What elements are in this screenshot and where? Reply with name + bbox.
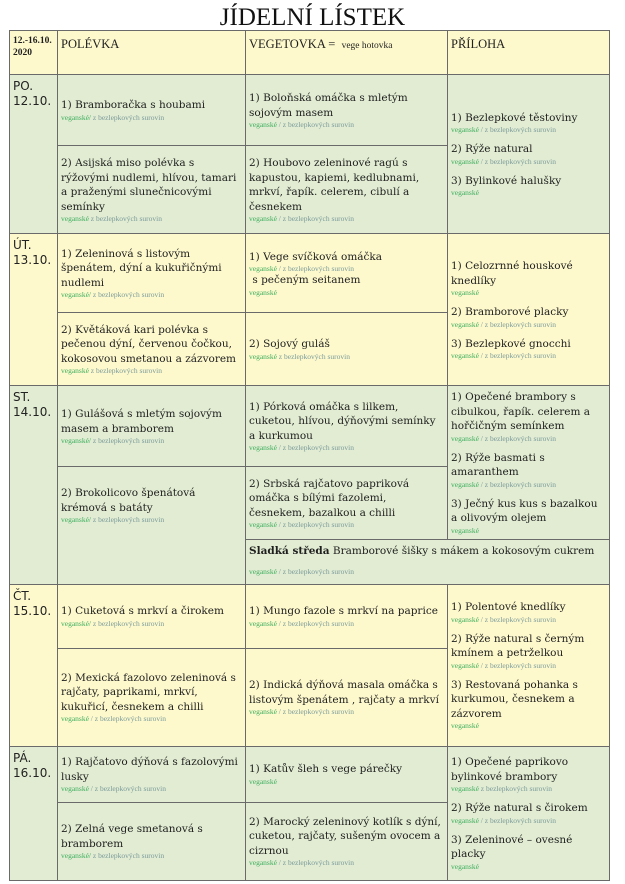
vegan-tag: veganské [249, 214, 277, 223]
gluten-free-tag: z bezlepkových surovin [92, 618, 165, 628]
dish-name: 3) Bylinkové halušky [451, 174, 562, 187]
diet-tag [249, 214, 444, 223]
soup-cell [58, 75, 246, 146]
day-name: ČT. [13, 588, 32, 603]
diet-tag [61, 436, 242, 445]
vegan-tag: veganské [249, 618, 277, 628]
day-date: 13.10. [13, 253, 52, 267]
dish [249, 400, 444, 444]
gluten-free-tag: / z bezlepkových surovin [480, 351, 556, 360]
side-cell [448, 386, 610, 540]
diet-tag [61, 619, 242, 628]
dish [249, 678, 444, 707]
dish [61, 822, 242, 851]
gluten-free-tag: / z bezlepkových surovin [278, 214, 354, 223]
dish-name: 1) Mungo fazole s mrkví na paprice [249, 605, 438, 618]
day-date: 15.10. [13, 603, 52, 618]
dish-name: 2) Sojový guláš [249, 338, 330, 351]
diet-tag [451, 288, 606, 297]
gluten-free-tag: / z bezlepkových surovin [278, 520, 354, 529]
soup-cell [58, 146, 246, 234]
diet-tag [61, 784, 242, 793]
diet-tag [61, 515, 242, 524]
side-item [451, 497, 606, 535]
gluten-free-tag: z bezlepkových surovin [90, 366, 163, 376]
dish [61, 247, 242, 291]
dish [249, 815, 444, 859]
gluten-free-tag: / z bezlepkových surovin [276, 567, 354, 576]
dish [249, 337, 444, 352]
day-name: ST. [13, 390, 31, 404]
soup-cell [58, 584, 246, 648]
dish-name: 1) Vege svíčková omáčka [249, 250, 383, 263]
day-cell [10, 584, 58, 746]
side-item [451, 390, 606, 443]
vege-cell [246, 234, 448, 313]
vege-cell [246, 467, 448, 540]
diet-tag [451, 615, 606, 624]
dish-name: 2) Srbská rajčatovo papriková omáčka s bílými fazolemi, česnekem, bazalkou a chilli [249, 477, 410, 519]
vege-cell [246, 313, 448, 386]
dish [451, 142, 606, 157]
header-row [10, 31, 610, 75]
soup-cell [58, 234, 246, 313]
dish-name: 2) Indická dýňová masala omáčka s listovým špenátem , rajčaty a mrkví [249, 679, 439, 706]
dish-name: 1) Opečené brambory s cibulkou, řapík. celerem a hořčičným semínkem [451, 391, 591, 432]
dish [451, 174, 606, 189]
diet-tag [249, 567, 606, 576]
header-date-range: 12.-16.10. 2020 [10, 31, 58, 75]
dish [451, 801, 606, 816]
vege-cell [246, 648, 448, 746]
diet-tag [451, 784, 606, 793]
gluten-free-tag: z bezlepkových surovin [480, 784, 553, 794]
vegan-tag: veganské/ [61, 618, 91, 628]
vege-cell [246, 386, 448, 467]
diet-tag [249, 707, 444, 716]
vegan-tag: veganské [249, 776, 277, 786]
vege-cell [246, 146, 448, 234]
day-row [10, 386, 610, 467]
side-cell [448, 746, 610, 880]
dish [451, 497, 606, 526]
vegan-tag: veganské [451, 433, 479, 443]
menu-table [9, 30, 609, 881]
diet-tag [451, 862, 606, 871]
day-cell [10, 386, 58, 585]
side-cell [448, 234, 610, 386]
soup-cell [58, 386, 246, 467]
side-item [451, 305, 606, 329]
dish [451, 833, 606, 862]
vegan-tag: veganské [61, 714, 89, 724]
gluten-free-tag: z bezlepkových surovin [92, 112, 165, 122]
dish [249, 91, 444, 120]
gluten-free-tag: z bezlepkových surovin [92, 515, 165, 525]
vegan-tag: veganské [249, 707, 277, 716]
vegan-tag: veganské/ [61, 112, 91, 122]
side-item [451, 833, 606, 871]
gluten-free-tag: z bezlepkových surovin [90, 214, 163, 223]
vegan-tag: veganské [451, 721, 479, 730]
diet-tag [249, 520, 444, 529]
dish-name: 2) Rýže natural [451, 143, 533, 156]
dish [249, 156, 444, 214]
diet-tag [451, 480, 606, 489]
vegan-tag: veganské [61, 366, 89, 376]
gluten-free-tag: / z bezlepkových surovin [480, 319, 556, 329]
vege-cell [246, 802, 448, 880]
vegan-tag: veganské/ [61, 436, 91, 445]
diet-tag [249, 777, 444, 786]
diet-tag [451, 125, 606, 134]
day-cell [10, 746, 58, 880]
header-soup: POLÉVKA [58, 31, 246, 75]
dish-name: 2) Zelná vege smetanová s bramborem [61, 823, 203, 850]
sweet-dish: Bramborové šišky s mákem a kokosovým cukrem [329, 544, 595, 557]
vegan-tag: veganské [451, 784, 479, 794]
diet-tag [61, 851, 242, 860]
header-vege-note: vege hotovka [341, 41, 393, 51]
dish-name: 1) Polentové knedlíky [451, 601, 566, 613]
dish-name: 1) Cuketová s mrkví a čirokem [61, 605, 224, 618]
vegan-tag: veganské [249, 351, 277, 361]
gluten-free-tag: / z bezlepkových surovin [480, 433, 556, 443]
diet-tag [451, 721, 606, 730]
dish [249, 250, 444, 265]
vegan-tag: veganské [451, 479, 479, 489]
vegan-tag: veganské [249, 264, 277, 273]
dish [451, 632, 606, 661]
dish [451, 451, 606, 480]
vegan-tag: veganské [249, 520, 277, 529]
gluten-free-tag: / z bezlepkových surovin [480, 614, 556, 624]
gluten-free-tag: / z bezlepkových surovin [278, 858, 354, 868]
diet-tag [451, 434, 606, 443]
vegan-tag: veganské [451, 288, 479, 297]
dish [61, 486, 242, 515]
dish-name: 1) Rajčatovo dýňová s fazolovými lusky [61, 756, 238, 783]
dish-name: 2) Asijská miso polévka s rýžovými nudlemi, hlívou, tamari a praženými slunečnicovými semínky [61, 157, 237, 213]
page-title: JÍDELNÍ LÍSTEK [219, 4, 406, 31]
side-item [451, 632, 606, 670]
gluten-free-tag: / z bezlepkových surovin [278, 443, 354, 453]
vege-cell [246, 75, 448, 146]
diet-tag [249, 352, 444, 361]
dish [61, 98, 242, 113]
dish-name: 3) Restovaná pohanka s kurkumou, česnekem a zázvorem [451, 678, 578, 720]
diet-tag [451, 157, 606, 166]
diet-tag [451, 351, 606, 360]
dish-name: 2) Marocký zeleninový kotlík s dýní, cuketou, rajčaty, sušeným ovocem a cizrnou [249, 815, 441, 857]
gluten-free-tag: / z bezlepkových surovin [278, 707, 354, 716]
diet-tag [451, 661, 606, 670]
gluten-free-tag: / z bezlepkových surovin [480, 156, 556, 166]
soup-cell [58, 648, 246, 746]
dish [61, 671, 242, 715]
dish [451, 678, 606, 722]
diet-tag [249, 443, 444, 452]
diet-tag [451, 320, 606, 329]
dish [451, 305, 606, 320]
vegan-tag: veganské [451, 861, 479, 871]
dish-name: 2) Mexická fazolovo zeleninová s rajčaty, paprikami, mrkví, kukuřicí, česnekem a chilli [61, 671, 236, 713]
dish-name: 2) Houbovo zeleninové ragú s kapustou, kapiemi, kedlubnami, mrkví, řapík. celerem, cibulí a česnekem [249, 157, 420, 213]
diet-tag [249, 120, 444, 129]
vegan-tag: veganské [451, 815, 479, 825]
diet-tag [249, 264, 444, 273]
dish [249, 604, 444, 619]
header-vege: VEGETOVKA = vege hotovka [246, 31, 448, 75]
dish-name: 2) Rýže natural s čirokem [451, 802, 588, 815]
vegan-tag: veganské [249, 120, 277, 129]
dish [61, 407, 242, 436]
vege-cell [246, 746, 448, 802]
side-cell [448, 584, 610, 746]
vegan-tag: veganské/ [61, 290, 91, 300]
dish-name: 1) Boloňská omáčka s mletým sojovým masem [249, 92, 408, 119]
dish [249, 762, 444, 777]
sweet-label: Sladká středa [249, 544, 330, 557]
side-item [451, 337, 606, 361]
gluten-free-tag: / z bezlepkových surovin [90, 784, 166, 793]
dish [451, 390, 606, 434]
dish [61, 323, 242, 367]
day-date: 16.10. [13, 765, 52, 780]
vegan-tag: veganské/ [61, 851, 91, 860]
vegan-tag: veganské [451, 614, 479, 624]
soup-cell [58, 746, 246, 802]
gluten-free-tag: / z bezlepkových surovin [480, 660, 556, 670]
dish-name: 1) Bezlepkové těstoviny [451, 111, 578, 124]
dish-name: 1) Opečené paprikovo bylinkové brambory [451, 756, 569, 783]
gluten-free-tag: z bezlepkových surovin [92, 436, 165, 445]
soup-cell [58, 467, 246, 585]
gluten-free-tag: z bezlepkových surovin [92, 851, 165, 860]
day-row [10, 584, 610, 648]
vegan-tag: veganské [61, 784, 89, 793]
dish-name: 1) Katův šleh s vege párečky [249, 763, 403, 776]
vegan-tag: veganské [451, 188, 479, 198]
diet-tag [249, 858, 444, 867]
vegan-tag: veganské [249, 858, 277, 868]
dish [451, 337, 606, 352]
vegan-tag: veganské [451, 351, 479, 360]
vegan-tag: veganské [451, 125, 479, 135]
dish-name: 1) Celozrnné houskové knedlíky [451, 260, 573, 287]
dish-name: 1) Zeleninová s listovým špenátem, dýní a kukuřičnými nudlemi [61, 247, 222, 289]
diet-tag [61, 290, 242, 299]
diet-tag [451, 816, 606, 825]
vegan-tag: veganské [249, 287, 277, 297]
side-cell [448, 75, 610, 234]
dish [451, 259, 606, 288]
dish [61, 604, 242, 619]
vegan-tag: veganské [249, 443, 277, 453]
gluten-free-tag: / z bezlepkových surovin [480, 125, 556, 135]
gluten-free-tag: / z bezlepkových surovin [278, 264, 354, 273]
gluten-free-tag: z bezlepkových surovin [278, 351, 351, 361]
dish-name: 1) Bramboračka s houbami [61, 99, 206, 112]
dish-name: 3) Bezlepkové gnocchi [451, 337, 571, 350]
soup-cell [58, 313, 246, 386]
day-name: PO. [13, 79, 34, 93]
side-item [451, 678, 606, 731]
dish-name: 2) Bramborové placky [451, 306, 569, 318]
dish-extra: s pečeným seitanem [249, 274, 361, 286]
day-date: 14.10. [13, 405, 52, 419]
day-row [10, 234, 610, 313]
gluten-free-tag: z bezlepkových surovin [92, 290, 165, 300]
dish-name: 2) Rýže basmati s amaranthem [451, 451, 545, 478]
dish [249, 477, 444, 521]
diet-tag [451, 526, 606, 535]
vegan-tag: veganské [451, 156, 479, 166]
day-row [10, 75, 610, 146]
dish-name: 3) Ječný kus kus s bazalkou a olivovým olejem [451, 497, 598, 524]
diet-tag [61, 214, 242, 223]
vegan-tag: veganské [61, 214, 89, 223]
dish [451, 600, 606, 615]
dish-name: 1) Pórková omáčka s lilkem, cuketou, hlívou, dýňovými semínky a kurkumou [249, 400, 436, 442]
day-cell [10, 75, 58, 234]
day-row [10, 746, 610, 802]
dish-name: 3) Zeleninové – ovesné placky [451, 833, 573, 861]
gluten-free-tag: / z bezlepkových surovin [480, 479, 556, 489]
diet-tag [249, 288, 444, 297]
side-item [451, 600, 606, 624]
diet-tag [61, 366, 242, 375]
vege-cell [246, 584, 448, 648]
dish [451, 755, 606, 784]
dish-name: 1) Gulášová s mletým sojovým masem a bramborem [61, 408, 222, 435]
side-item [451, 259, 606, 297]
soup-cell [58, 802, 246, 880]
dish [61, 156, 242, 214]
side-item [451, 174, 606, 198]
gluten-free-tag: / z bezlepkových surovin [90, 714, 166, 724]
dish-name: 2) Brokolicovo špenátová krémová s batáty [61, 487, 196, 514]
dish-name: 2) Květáková kari polévka s pečenou dýní, červenou čočkou, kokosovou smetanou a zázvorem [61, 323, 237, 365]
gluten-free-tag: / z bezlepkových surovin [278, 120, 354, 129]
side-item [451, 451, 606, 489]
day-date: 12.10. [13, 94, 52, 108]
header-side: PŘÍLOHA [448, 31, 610, 75]
day-name: ÚT. [13, 238, 32, 252]
dish-name: 2) Rýže natural s černým kmínem a petrželkou [451, 632, 585, 659]
vegan-tag: veganské [451, 319, 479, 329]
diet-tag [249, 619, 444, 628]
diet-tag [61, 714, 242, 723]
dish [451, 111, 606, 126]
diet-tag [451, 188, 606, 197]
diet-tag [61, 113, 242, 122]
vegan-tag: veganské [451, 525, 479, 535]
side-item [451, 755, 606, 793]
vegan-tag: veganské/ [61, 515, 91, 525]
vegan-tag: veganské [249, 567, 277, 576]
day-name: PÁ. [13, 750, 32, 765]
side-item [451, 111, 606, 135]
vegan-tag: veganské [451, 660, 479, 670]
gluten-free-tag: / z bezlepkových surovin [480, 815, 556, 825]
gluten-free-tag: / z bezlepkových surovin [278, 618, 354, 628]
dish [61, 755, 242, 784]
sweet-wednesday-cell [246, 539, 610, 584]
side-item [451, 142, 606, 166]
side-item [451, 801, 606, 825]
day-cell [10, 234, 58, 386]
